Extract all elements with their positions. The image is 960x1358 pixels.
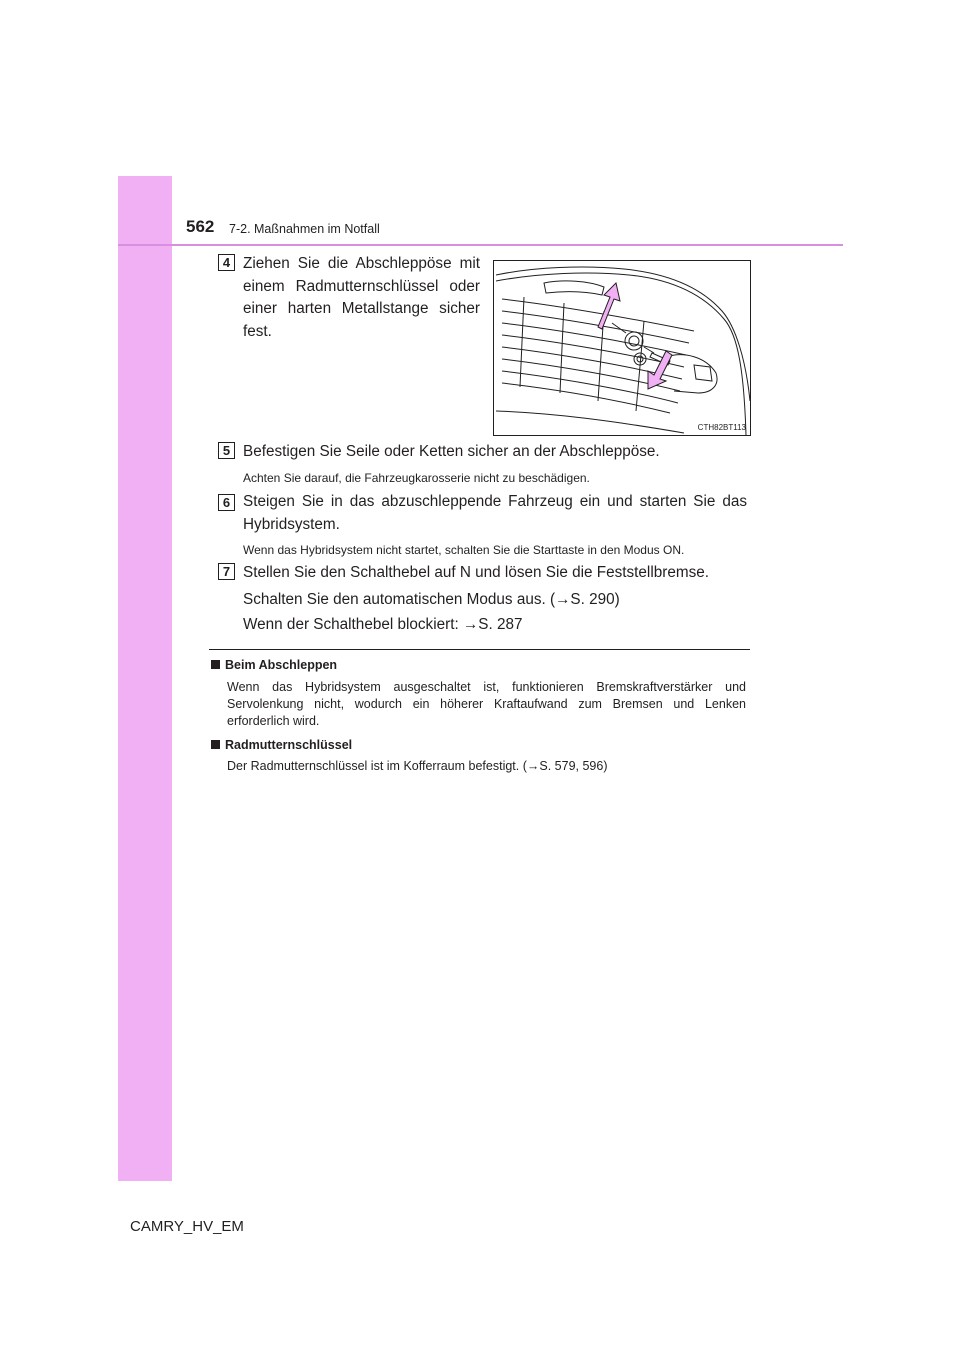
page-number: 562 — [186, 217, 215, 236]
step-6-text: Steigen Sie in das abzuschleppende Fahrzeug ein und starten Sie das Hybridsystem. — [243, 493, 747, 533]
header-rule — [118, 244, 843, 246]
arrow-up-icon — [598, 283, 620, 329]
section-title: 7-2. Maßnahmen im Notfall — [229, 222, 380, 236]
model-code-footer: CAMRY_HV_EM — [130, 1218, 244, 1235]
info-heading-towing: Beim Abschleppen — [211, 658, 337, 672]
grille-tow-eye-drawing — [494, 261, 750, 435]
step-5-text: Befestigen Sie Seile oder Ketten sicher an der Abschleppöse. — [243, 443, 660, 460]
step-7-text: Stellen Sie den Schalthebel auf N und lösen Sie die Feststellbremse. — [243, 564, 709, 581]
info-heading-wrench: Radmutternschlüssel — [211, 738, 352, 752]
square-bullet-icon — [211, 740, 220, 749]
tow-eye-illustration — [493, 260, 751, 436]
info-text-wrench: Der Radmutternschlüssel ist im Kofferraum befestigt. (→S. 579, 596) — [227, 759, 608, 773]
info-text-towing: Wenn das Hybridsystem ausgeschaltet ist, funktionieren Bremskraftverstärker und Servolenkung nicht, wodurch ein höherer Kraftaufwand zum Bremsen und Lenken erforderlich wird. — [227, 680, 746, 728]
chapter-tab-sidebar — [118, 176, 172, 1181]
step-4-text: Ziehen Sie die Abschleppöse mit einem Radmutternschlüssel oder einer harten Metallstange sicher fest. — [243, 255, 480, 340]
figure-code: CTH82BT113 — [697, 423, 746, 432]
step-7-line3: Wenn der Schalthebel blockiert: →S. 287 — [243, 616, 523, 633]
section-divider — [209, 649, 750, 650]
step-6-note: Wenn das Hybridsystem nicht startet, schalten Sie die Starttaste in den Modus ON. — [243, 543, 685, 557]
step-number-5: 5 — [218, 442, 235, 459]
step-number-7: 7 — [218, 563, 235, 580]
step-number-6: 6 — [218, 494, 235, 511]
square-bullet-icon — [211, 660, 220, 669]
step-7-line2: Schalten Sie den automatischen Modus aus. (→S. 290) — [243, 591, 620, 608]
step-number-4: 4 — [218, 254, 235, 271]
step-5-note: Achten Sie darauf, die Fahrzeugkarosserie nicht zu beschädigen. — [243, 471, 590, 485]
